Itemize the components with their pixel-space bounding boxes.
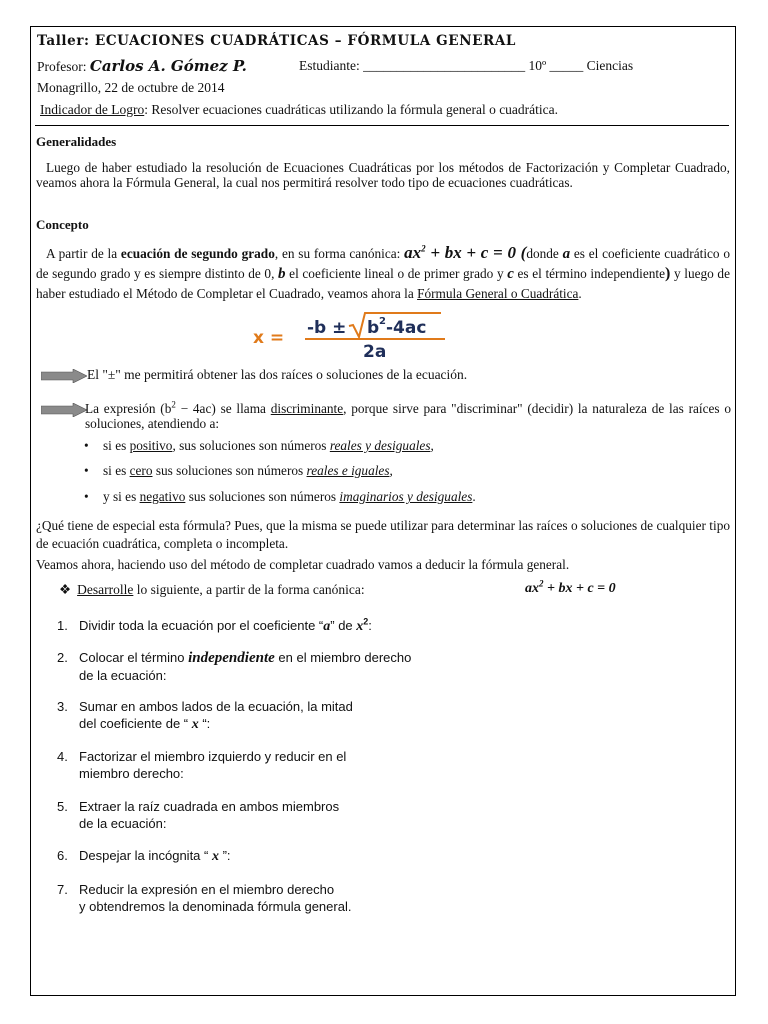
discriminant-note: La expresión $(b^2 - 4ac)$ se llama discriminante, porque sirve para "discriminar" (decidir) la naturaleza de las raíces o soluciones, atendiendo a: (85, 399, 731, 431)
diamond-icon: ❖ (59, 582, 72, 597)
formula-radicand-rest: -4ac (386, 318, 427, 338)
indicador-label: Indicador de Logro (40, 102, 145, 117)
step-item: 7. Reducir la expresión en el miembro derecho y obtendremos la denominada fórmula general. (57, 882, 352, 914)
formula-lhs: x = (253, 328, 285, 348)
pm-note: El "±" me permitirá obtener las dos raíces o soluciones de la ecuación. (87, 367, 468, 382)
estudiante-line: Estudiante: ________________________ 10º _____ Ciencias (299, 58, 634, 73)
generalidades-text: Luego de haber estudiado la resolución de Ecuaciones Cuadráticas por los métodos de Factorización y Completar Cuadrado, veamos ahora la Fórmula General, la cual nos permitirá resolver todo tipo de ecuaciones cuadráticas. (36, 160, 730, 190)
quadratic-formula (251, 311, 451, 361)
arrow-icon (41, 369, 87, 383)
list-item: • si es cero sus soluciones son números reales e iguales, (84, 463, 393, 478)
worksheet-title: Taller: ECUACIONES CUADRÁTICAS – FÓRMULA GENERAL (37, 33, 517, 49)
header-divider (35, 125, 729, 126)
discriminant-term: discriminante (270, 401, 344, 416)
worksheet-page (30, 26, 736, 996)
step-item: 5. Extraer la raíz cuadrada en ambos miembros de la ecuación: (57, 799, 340, 831)
list-item: • y si es negativo sus soluciones son números imaginarios y desiguales. (84, 489, 476, 504)
concepto-heading: Concepto (36, 217, 89, 232)
indicador-line (40, 102, 558, 118)
formula-denominator: 2a (363, 342, 387, 361)
list-item: • si es positivo, sus soluciones son números reales y desiguales, (84, 438, 434, 453)
arrow-icon (41, 403, 87, 417)
formula-radicand-sup: 2 (379, 316, 386, 327)
deduce-text: Veamos ahora, haciendo uso del método de completar cuadrado vamos a deducir la fórmula general. (36, 557, 570, 572)
step-item: 4. Factorizar el miembro izquierdo y reducir en el miembro derecho: (57, 749, 347, 781)
indicador-text: : Resolver ecuaciones cuadráticas utilizando la fórmula general o cuadrática. (144, 102, 559, 117)
profesor-label: Profesor: (37, 59, 87, 74)
step-item: 2. Colocar el término independiente en el miembro derecho de la ecuación: (57, 650, 412, 683)
canonical-equation: $ax^2$ + bx + c = 0 ( (404, 243, 527, 262)
formula-radicand-b: b (367, 318, 380, 338)
place-date: Monagrillo, 22 de octubre de 2014 (37, 80, 225, 95)
generalidades-heading: Generalidades (36, 134, 117, 149)
develop-equation: $ax^2$ + bx + c = 0 (525, 578, 616, 596)
formula-link: Fórmula General o Cuadrática (417, 286, 579, 301)
step-item: 1. Dividir toda la ecuación por el coeficiente “a” de $x^2$: (57, 616, 372, 634)
step-item: 6. Despejar la incógnita “ x ”: (57, 848, 231, 864)
step-item: 3. Sumar en ambos lados de la ecuación, la mitad del coeficiente de “ x “: (57, 699, 353, 732)
special-text: ¿Qué tiene de especial esta fórmula? Pues, que la misma se puede utilizar para determinar las raíces o soluciones de cualquier tipo de ecuación cuadrática, completa o incompleta. (36, 518, 730, 551)
profesor-name: Carlos A. Gómez P. (89, 57, 247, 75)
profesor-line (37, 57, 247, 75)
concepto-text: A partir de la ecuación de segundo grado, en su forma canónica: $ax^2$ + bx + c = 0 (donde a es el coeficiente cuadrático o de segundo grado y es siempre distinto de 0, b el coeficiente lineal o de primer grado y c es el término independiente) y luego de haber estudiado el Método de Completar el Cuadrado, veamos ahora la Fórmula General o Cuadrática. (36, 243, 730, 301)
formula-numerator: -b ± (307, 318, 347, 338)
develop-line: ❖ Desarrolle lo siguiente, a partir de la forma canónica: (59, 582, 365, 597)
